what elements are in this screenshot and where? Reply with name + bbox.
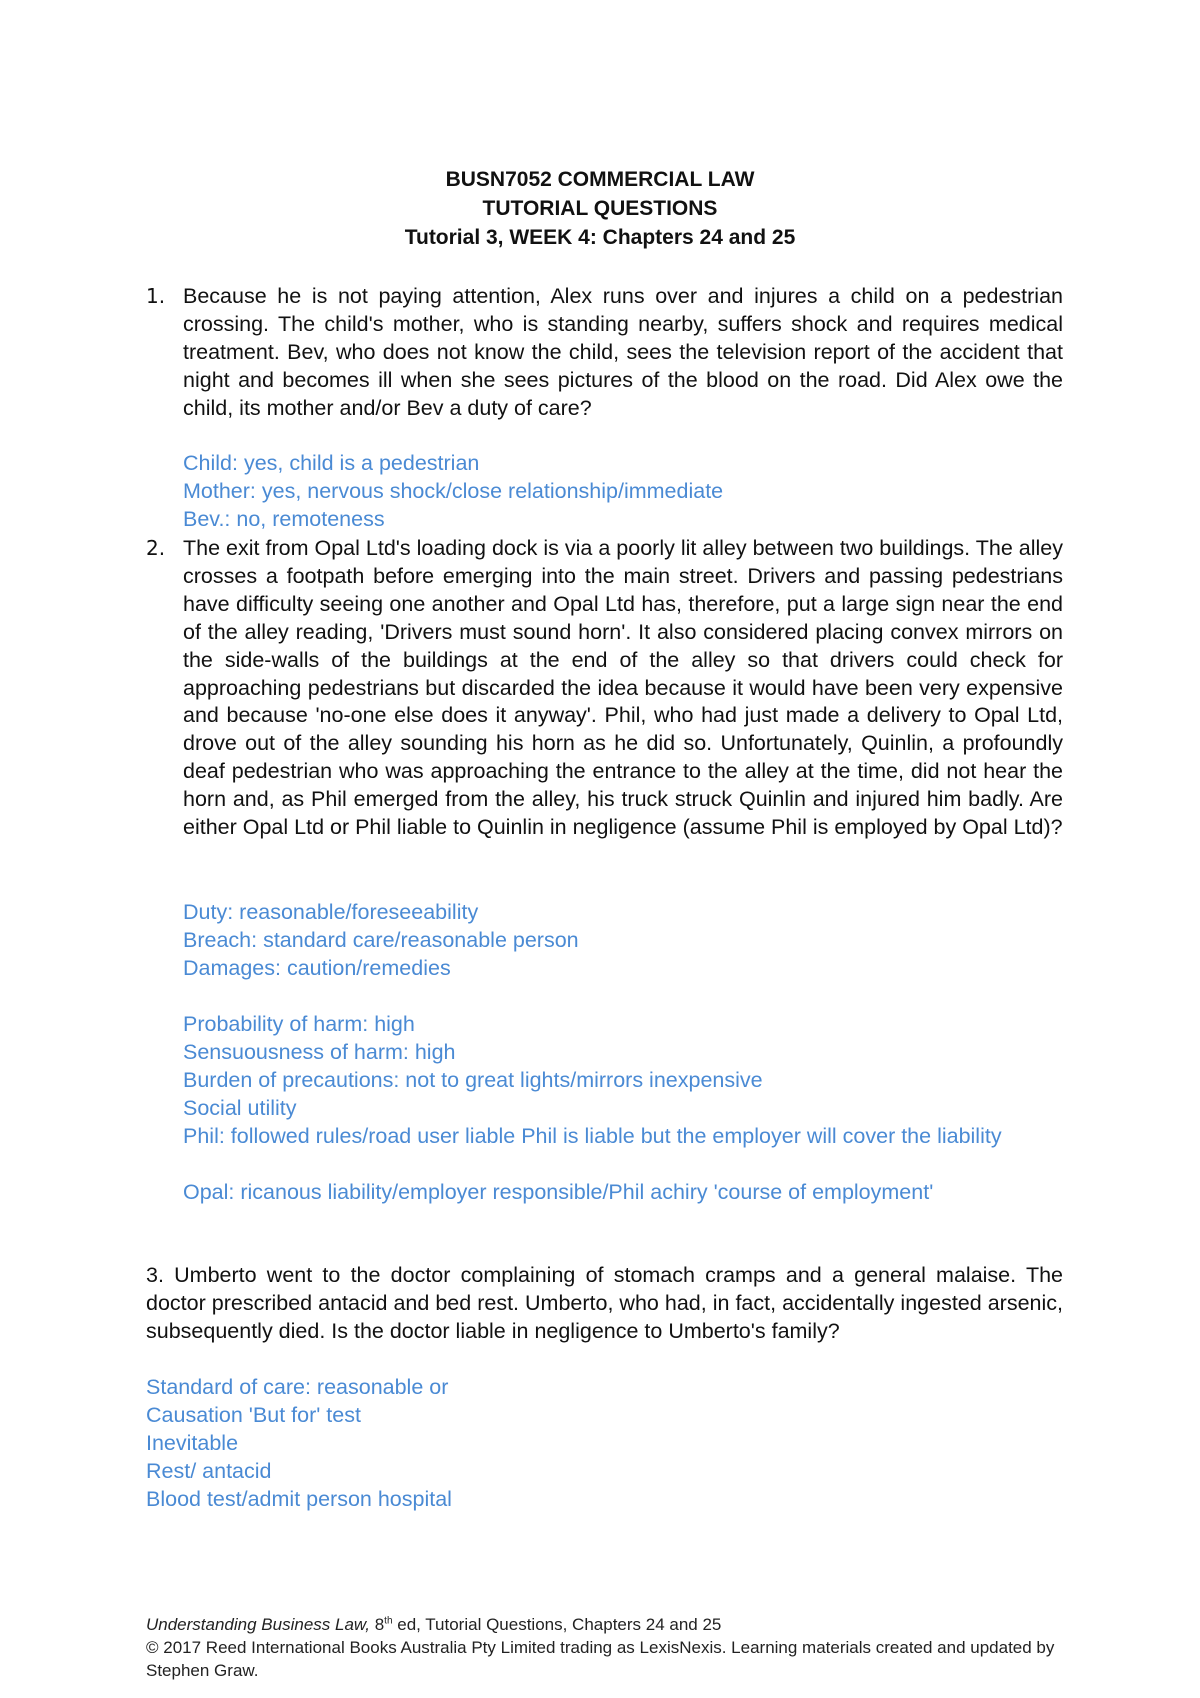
question-text: The exit from Opal Ltd's loading dock is via a poorly lit alley between two buildings. The alley crosses a footpath before emerging into the main street. Drivers and passing pedestrians have difficulty seeing one another and Opal Ltd has, therefore, put a large sign near the end of the alley reading, 'Drivers must sound horn'. It also considered placing convex mirrors on the side-walls of the buildings at the end of the alley so that drivers could check for approaching pedestrians but discarded the idea because it would have been very expensive and because 'no-one else does it anyway'. Phil, who had just made a delivery to Opal Ltd, drove out of the alley sounding his horn as he did so. Unfortunately, Quinlin, a profoundly deaf pedestrian who was approaching the entrance to the alley at the time, did not hear the horn and, as Phil emerged from the alley, his truck struck Quinlin and injured him badly. Are either Opal Ltd or Phil liable to Quinlin in negligence (assume Phil is employed by Opal Ltd)? [183, 536, 1063, 840]
answer-line: Social utility [183, 1096, 297, 1120]
footer-copyright: © 2017 Reed International Books Australia Pty Limited trading as LexisNexis. Learning materials created and updated by Stephen Graw. [146, 1638, 1055, 1680]
answer-line: Child: yes, child is a pedestrian [183, 451, 480, 475]
answer-line: Mother: yes, nervous shock/close relationship/immediate [183, 479, 724, 503]
question-number: 3. [146, 1263, 164, 1287]
answer-line: Sensuousness of harm: high [183, 1040, 456, 1064]
answer-line: Opal: ricanous liability/employer responsible/Phil achiry 'course of employment' [183, 1180, 934, 1204]
document-subtitle: TUTORIAL QUESTIONS [482, 197, 718, 220]
question-text: Because he is not paying attention, Alex runs over and injures a child on a pedestrian crossing. The child's mother, who is standing nearby, suffers shock and requires medical treatment. Bev, who does not know the child, sees the television report of the accident that night and becomes ill when she sees pictures of the blood on the road. Did Alex owe the child, its mother and/or Bev a duty of care? [183, 284, 1063, 420]
answer-line: Bev.: no, remoteness [183, 507, 385, 531]
answer-line: Blood test/admit person hospital [146, 1487, 452, 1511]
answer-line: Standard of care: reasonable or [146, 1375, 449, 1399]
footer-citation: Understanding Business Law, 8th ed, Tutorial Questions, Chapters 24 and 25 [146, 1615, 722, 1634]
question-number: 1. [146, 284, 166, 308]
page-footer [146, 1613, 1066, 1682]
answer-line: Phil: followed rules/road user liable Phil is liable but the employer will cover the liability [183, 1124, 1002, 1148]
course-title: BUSN7052 COMMERCIAL LAW [445, 168, 755, 191]
answer-line: Inevitable [146, 1431, 239, 1455]
question-block-3 [146, 1262, 1063, 1346]
book-title: Understanding Business Law, [146, 1615, 370, 1634]
answer-line: Rest/ antacid [146, 1459, 272, 1483]
answer-line: Damages: caution/remedies [183, 956, 451, 980]
question-number: 2. [146, 536, 166, 560]
answer-line: Duty: reasonable/foreseeability [183, 900, 479, 924]
answer-line: Burden of precautions: not to great lights/mirrors inexpensive [183, 1068, 763, 1092]
answer-line: Probability of harm: high [183, 1012, 415, 1036]
document-header [0, 165, 1200, 252]
answer-line: Breach: standard care/reasonable person [183, 928, 579, 952]
answer-line: Causation 'But for' test [146, 1403, 361, 1427]
tutorial-title: Tutorial 3, WEEK 4: Chapters 24 and 25 [404, 226, 796, 249]
question-text: Umberto went to the doctor complaining of stomach cramps and a general malaise. The doctor prescribed antacid and bed rest. Umberto, who had, in fact, accidentally ingested arsenic, subsequently died. Is the doctor liable in negligence to Umberto's family? [146, 1263, 1063, 1343]
